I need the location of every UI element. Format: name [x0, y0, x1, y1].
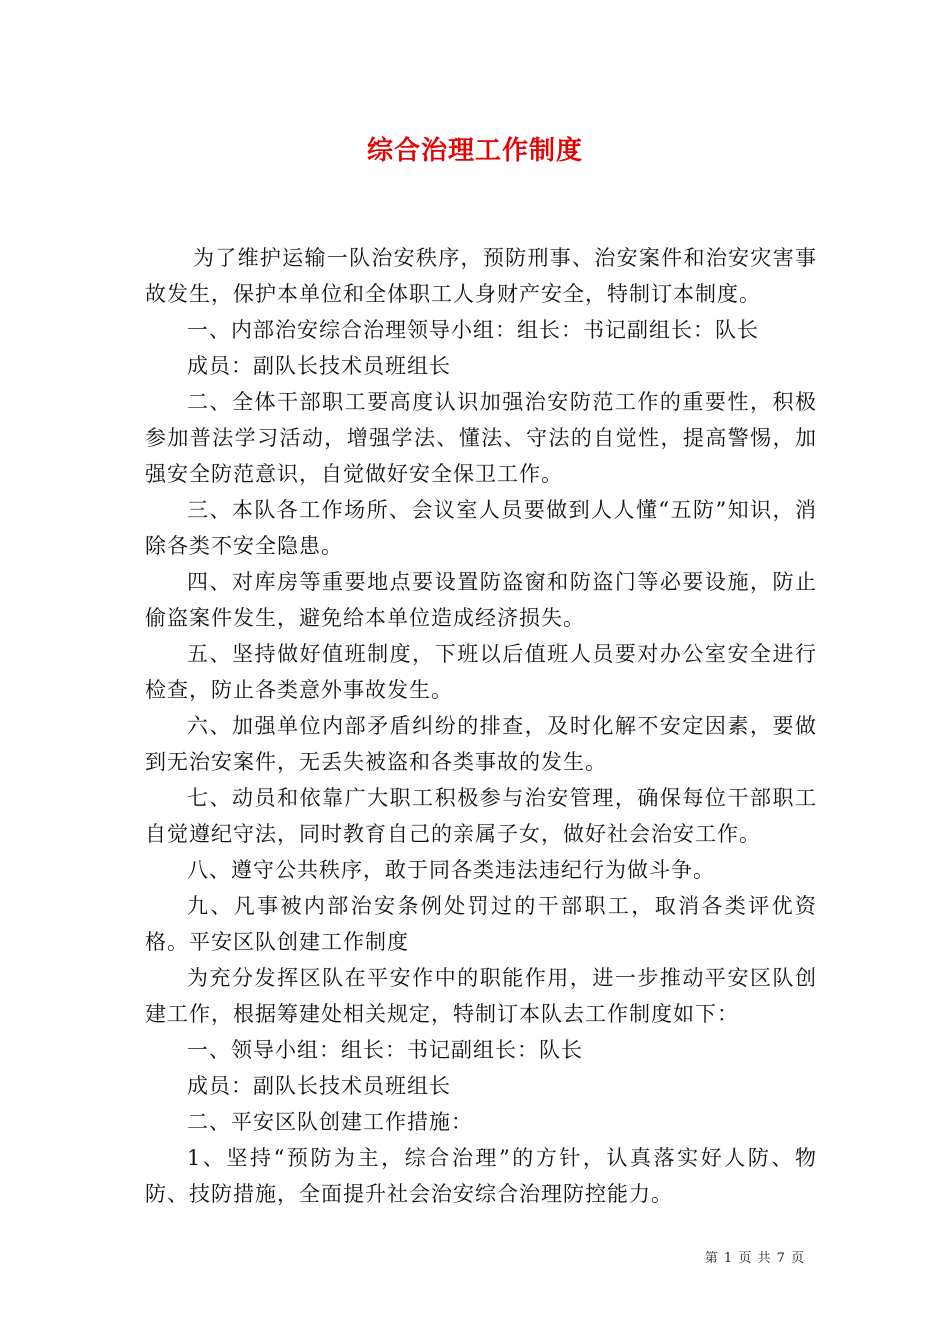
paragraph: 三、本队各工作场所、会议室人员要做到人人懂“五防”知识，消除各类不安全隐患。 — [145, 498, 817, 558]
paragraph: 成员：副队长技术员班组长 — [187, 1074, 451, 1098]
paragraph: 成员：副队长技术员班组长 — [187, 354, 451, 378]
paragraph: 五、坚持做好值班制度，下班以后值班人员要对办公室安全进行检查，防止各类意外事故发生。 — [145, 642, 817, 702]
paragraph: 六、加强单位内部矛盾纠纷的排查，及时化解不安定因素，要做到无治安案件，无丢失被盗和各类事故的发生。 — [145, 714, 817, 774]
paragraph: 一、领导小组：组长：书记副组长：队长 — [187, 1038, 583, 1062]
document-title: 综合治理工作制度 — [366, 136, 583, 166]
paragraph: 一、内部治安综合治理领导小组：组长：书记副组长：队长 — [187, 318, 759, 342]
paragraph: 四、对库房等重要地点要设置防盗窗和防盗门等必要设施，防止偷盗案件发生，避免给本单位造成经济损失。 — [145, 570, 817, 630]
paragraph: 二、平安区队创建工作措施： — [187, 1110, 473, 1134]
paragraph: 九、凡事被内部治安条例处罚过的干部职工，取消各类评优资格。平安区队创建工作制度 — [145, 894, 817, 954]
paragraph: 为了维护运输一队治安秩序，预防刑事、治安案件和治安灾害事故发生，保护本单位和全体职工人身财产安全，特制订本制度。 — [145, 246, 817, 306]
document-body — [145, 240, 817, 1212]
paragraph: 七、动员和依靠广大职工积极参与治安管理，确保每位干部职工自觉遵纪守法，同时教育自己的亲属子女，做好社会治安工作。 — [145, 786, 817, 846]
paragraph: 八、遵守公共秩序，敢于同各类违法违纪行为做斗争。 — [187, 858, 715, 882]
paragraph: 为充分发挥区队在平安作中的职能作用，进一步推动平安区队创建工作，根据筹建处相关规定，特制订本队去工作制度如下： — [145, 966, 817, 1026]
paragraph: 1、坚持“预防为主，综合治理”的方针，认真落实好人防、物防、技防措施，全面提升社会治安综合治理防控能力。 — [145, 1146, 817, 1206]
paragraph: 二、全体干部职工要高度认识加强治安防范工作的重要性，积极参加普法学习活动，增强学法、懂法、守法的自觉性，提高警惕，加强安全防范意识，自觉做好安全保卫工作。 — [145, 390, 817, 486]
page-number: 第 1 页 共 7 页 — [704, 1251, 805, 1266]
